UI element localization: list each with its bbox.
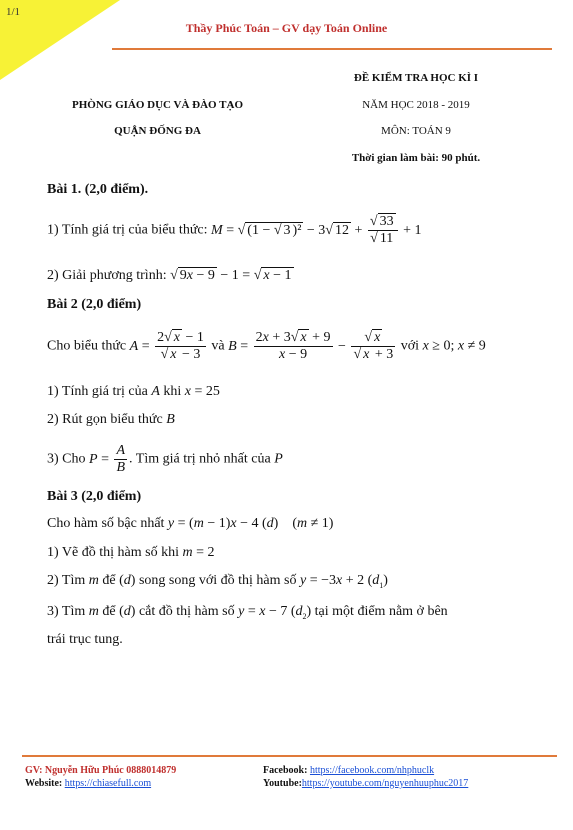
b1-q1 — [47, 214, 421, 247]
b1-q2-formula: √ 9x − 9 − 1 = √ x − 1 — [170, 268, 292, 283]
b3-q2-text: song song với đồ thị hàm số — [138, 573, 297, 588]
website-link[interactable]: https://chiasefull.com — [64, 778, 152, 789]
b3-q1-text: 1) Vẽ đồ thị hàm số khi — [47, 545, 179, 560]
b3-q2-find: 2) Tìm — [47, 573, 86, 588]
b3-function: y = (m − 1)x − 4 (d) (m ≠ 1) — [167, 516, 334, 531]
b3-q3: 3) Tìm m để (d) cắt đồ thị hàm số y = x − 7 $(d_2)$ tại một điểm nằm ở bên — [47, 604, 448, 621]
footer-website-label: Website: — [25, 778, 63, 789]
b1-q1-formula: M = √ (1 − √ 3 )² − 3√ 12 + $\frac{√ 33}{√ 11}$ + 1 — [211, 214, 422, 246]
b3-intro — [47, 516, 333, 532]
footer-facebook-label: Facebook: — [263, 765, 308, 776]
b2-formula-b: B = $\frac{2x + 3√ x + 9}{x - 9}$ − $\frac{√ x}{√ x + 3}$ — [228, 330, 394, 362]
footer-youtube-label: Youtube: — [263, 778, 302, 789]
exam-year: NĂM HỌC 2018 - 2019 — [362, 99, 470, 111]
exam-subject: MÔN: TOÁN 9 — [381, 125, 451, 137]
b3-q2-so: để — [102, 573, 116, 588]
footer-gv-label: GV: Nguyễn Hữu Phúc 0888014879 — [25, 765, 177, 776]
b1-q2 — [47, 268, 294, 284]
org-line1: PHÒNG GIÁO DỤC VÀ ĐÀO TẠO — [71, 99, 244, 111]
b3-intro-text: Cho hàm số bậc nhất — [47, 516, 165, 531]
b2-q2: 2) Rút gọn biểu thức B — [47, 412, 175, 427]
b2-condition: x ≥ 0; x ≠ 9 — [422, 338, 486, 354]
b3-q1: 1) Vẽ đồ thị hàm số khi m = 2 — [47, 545, 215, 560]
org-line2: QUẬN ĐỐNG ĐA — [114, 125, 201, 137]
b3-q3-find: 3) Tìm — [47, 604, 86, 619]
b3-title: Bài 3 (2,0 điểm) — [47, 489, 142, 504]
b3-q2-formula: y = −3x + 2 $(d_1)$ — [299, 573, 388, 590]
b1-title: Bài 1. (2,0 điểm). — [47, 182, 149, 197]
b2-q1: 1) Tính giá trị của A khi x = 25 — [47, 384, 220, 399]
b2-q1-text: 1) Tính giá trị của — [47, 384, 148, 399]
b2-q2-text: 2) Rút gọn biểu thức — [47, 412, 163, 427]
footer-rule — [22, 755, 557, 757]
b2-q3-text: 3) Cho — [47, 451, 86, 467]
b2-cond-word: với — [400, 338, 420, 354]
b2-title: Bài 2 (2,0 điểm) — [47, 297, 142, 312]
footer-website — [25, 778, 151, 789]
b3-q3-cont: trái trục tung. — [47, 632, 123, 647]
b3-q3-formula: y = x − 7 $(d_2)$ — [238, 604, 312, 621]
youtube-link[interactable]: https://youtube.com/nguyenhuuphuc2017 — [301, 778, 469, 789]
exam-title: ĐỀ KIỂM TRA HỌC KÌ I — [353, 72, 479, 84]
b3-q3-text: cắt đồ thị hàm số — [138, 604, 235, 619]
b2-intro-text: Cho biểu thức — [47, 338, 127, 354]
b2-intro — [47, 330, 486, 363]
b3-q3-tail: tại một điểm nằm ở bên — [314, 604, 448, 619]
b2-q3-formula: P = $\frac{A}{B}$ — [89, 443, 126, 475]
b2-q3: 3) Cho P = $\frac{A}{B}$ . Tìm giá trị nhỏ nhất của P — [47, 443, 283, 475]
facebook-link[interactable]: https://facebook.com/nhphuclk — [309, 765, 435, 776]
page-number: 1/1 — [6, 6, 21, 18]
footer-youtube — [263, 778, 468, 789]
footer-facebook — [263, 765, 434, 776]
header-title: Thầy Phúc Toán – GV dạy Toán Online — [185, 21, 388, 35]
exam-time: Thời gian làm bài: 90 phút. — [351, 152, 481, 164]
b2-q1-value: x = 25 — [184, 384, 220, 399]
b3-q2: 2) Tìm m để (d) song song với đồ thị hàm số y = −3x + 2 $(d_1)$ — [47, 573, 388, 590]
b2-q3-tail: . Tìm giá trị nhỏ nhất của — [129, 451, 271, 467]
b2-q1-when: khi — [163, 384, 182, 399]
footer-gv — [25, 765, 176, 776]
b1-q2-text: 2) Giải phương trình: — [47, 268, 167, 283]
b1-q1-text: 1) Tính giá trị của biểu thức: — [47, 222, 208, 238]
b2-formula-a: A = $\frac{2√ x - 1}{√ x - 3}$ — [129, 330, 204, 362]
b3-q3-so: để — [102, 604, 116, 619]
header-rule — [112, 48, 552, 50]
b2-and: và — [211, 338, 225, 354]
